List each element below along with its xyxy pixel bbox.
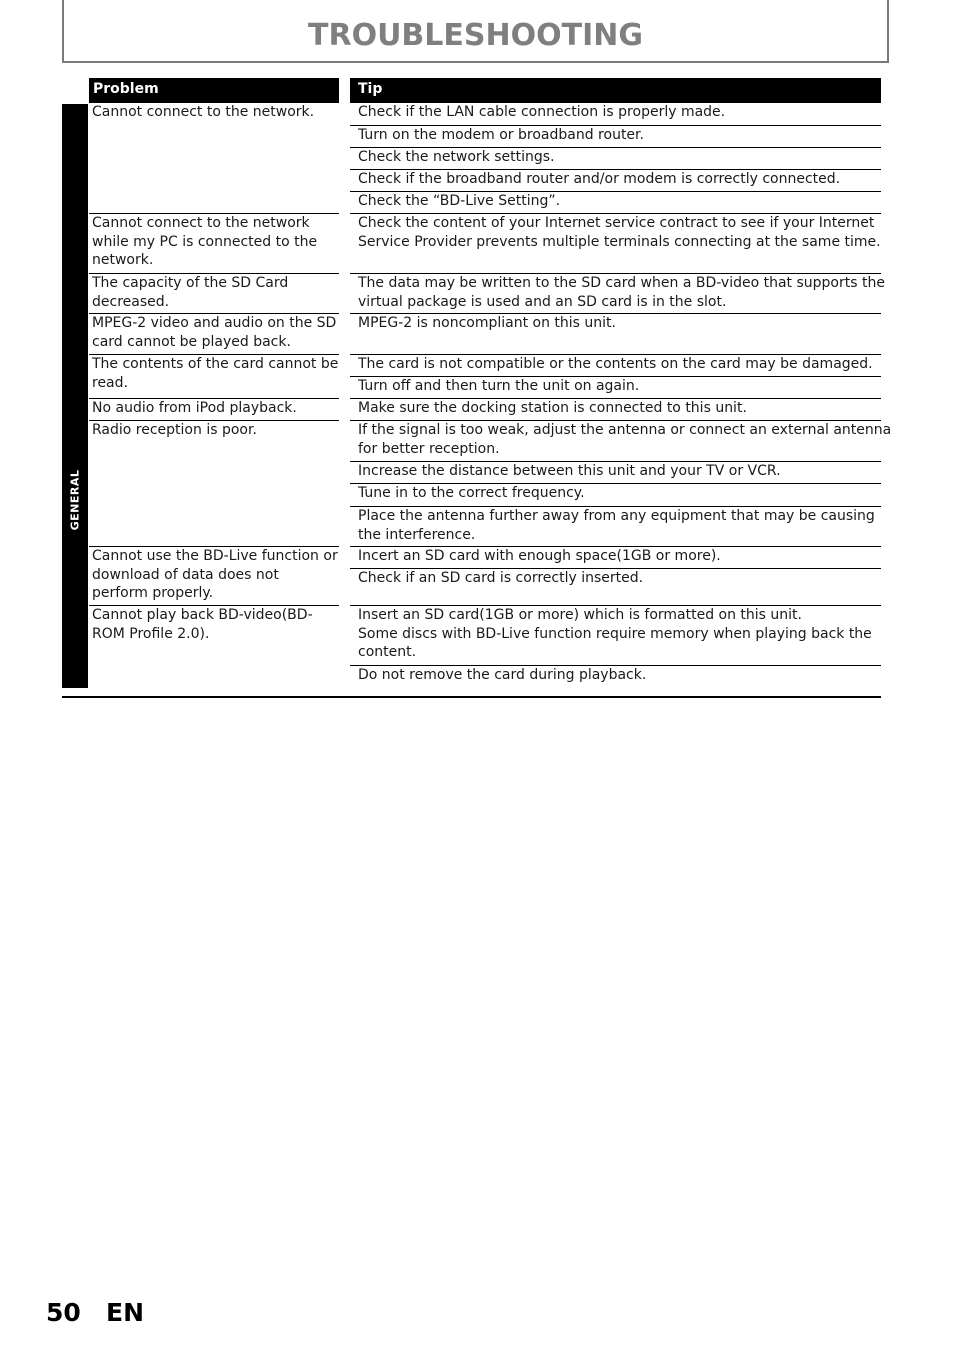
row-divider xyxy=(350,665,881,666)
row-divider xyxy=(350,213,881,214)
title-frame xyxy=(62,0,889,63)
row-divider xyxy=(350,354,881,355)
problem-cell: No audio from iPod playback. xyxy=(92,400,297,416)
tip-cell: Place the antenna further away from any equipment that may be causing the interference. xyxy=(358,508,875,543)
tip-cell: Increase the distance between this unit and your TV or VCR. xyxy=(358,463,781,479)
tip-cell: Incert an SD card with enough space(1GB or more). xyxy=(358,548,721,564)
row-divider xyxy=(350,398,881,399)
problem-cell: Radio reception is poor. xyxy=(92,422,257,438)
row-divider xyxy=(350,568,881,569)
row-divider xyxy=(89,398,339,399)
row-divider xyxy=(89,420,339,421)
tip-cell: Do not remove the card during playback. xyxy=(358,667,647,683)
tip-cell: Turn on the modem or broadband router. xyxy=(358,127,644,143)
page-number: 50 xyxy=(46,1298,81,1327)
tip-cell: The card is not compatible or the contents on the card may be damaged. xyxy=(358,356,873,372)
row-divider xyxy=(350,125,881,126)
row-divider xyxy=(350,483,881,484)
problem-cell: Cannot use the BD-Live function or download of data does not perform properly. xyxy=(92,548,338,601)
problem-cell: Cannot play back BD-video(BD- ROM Profile 2.0). xyxy=(92,607,313,642)
section-label: GENERAL xyxy=(68,469,82,531)
problem-cell: Cannot connect to the network. xyxy=(92,104,315,120)
language-code: EN xyxy=(106,1298,145,1327)
page-title: TROUBLESHOOTING xyxy=(308,18,643,53)
column-header-problem: Problem xyxy=(89,78,339,103)
row-divider xyxy=(89,273,339,274)
row-divider xyxy=(350,506,881,507)
table-bottom-rule xyxy=(62,696,881,698)
tip-cell: Check the network settings. xyxy=(358,149,555,165)
tip-cell: Turn off and then turn the unit on again. xyxy=(358,378,640,394)
tip-cell: Check if an SD card is correctly inserted. xyxy=(358,570,644,586)
tip-cell: Check if the broadband router and/or modem is correctly connected. xyxy=(358,171,841,187)
row-divider xyxy=(350,169,881,170)
row-divider xyxy=(350,461,881,462)
row-divider xyxy=(350,313,881,314)
row-divider xyxy=(350,546,881,547)
problem-cell: The contents of the card cannot be read. xyxy=(92,356,339,391)
row-divider xyxy=(89,354,339,355)
row-divider xyxy=(350,191,881,192)
row-divider xyxy=(350,147,881,148)
tip-cell: If the signal is too weak, adjust the antenna or connect an external antenna for better reception. xyxy=(358,422,892,457)
tip-cell: MPEG-2 is noncompliant on this unit. xyxy=(358,315,616,331)
tip-cell: The data may be written to the SD card when a BD-video that supports the virtual package is used and an SD card is in the slot. xyxy=(358,275,885,310)
row-divider xyxy=(350,376,881,377)
row-divider xyxy=(89,605,339,606)
row-divider xyxy=(89,213,339,214)
row-divider xyxy=(350,420,881,421)
column-header-tip: Tip xyxy=(350,78,881,103)
tip-cell: Check the “BD-Live Setting”. xyxy=(358,193,561,209)
section-tab xyxy=(62,104,88,688)
problem-cell: Cannot connect to the network while my PC is connected to the network. xyxy=(92,215,318,268)
tip-cell: Check if the LAN cable connection is properly made. xyxy=(358,104,726,120)
problem-cell: MPEG-2 video and audio on the SD card cannot be played back. xyxy=(92,315,337,350)
row-divider xyxy=(350,605,881,606)
row-divider xyxy=(350,273,881,274)
tip-cell: Check the content of your Internet service contract to see if your Internet Service Provider prevents multiple terminals connecting at the same time. xyxy=(358,215,881,250)
tip-cell: Insert an SD card(1GB or more) which is formatted on this unit. Some discs with BD-Live function require memory when playing back the content. xyxy=(358,607,872,660)
problem-cell: The capacity of the SD Card decreased. xyxy=(92,275,289,310)
row-divider xyxy=(89,313,339,314)
row-divider xyxy=(89,546,339,547)
tip-cell: Tune in to the correct frequency. xyxy=(358,485,585,501)
tip-cell: Make sure the docking station is connected to this unit. xyxy=(358,400,747,416)
